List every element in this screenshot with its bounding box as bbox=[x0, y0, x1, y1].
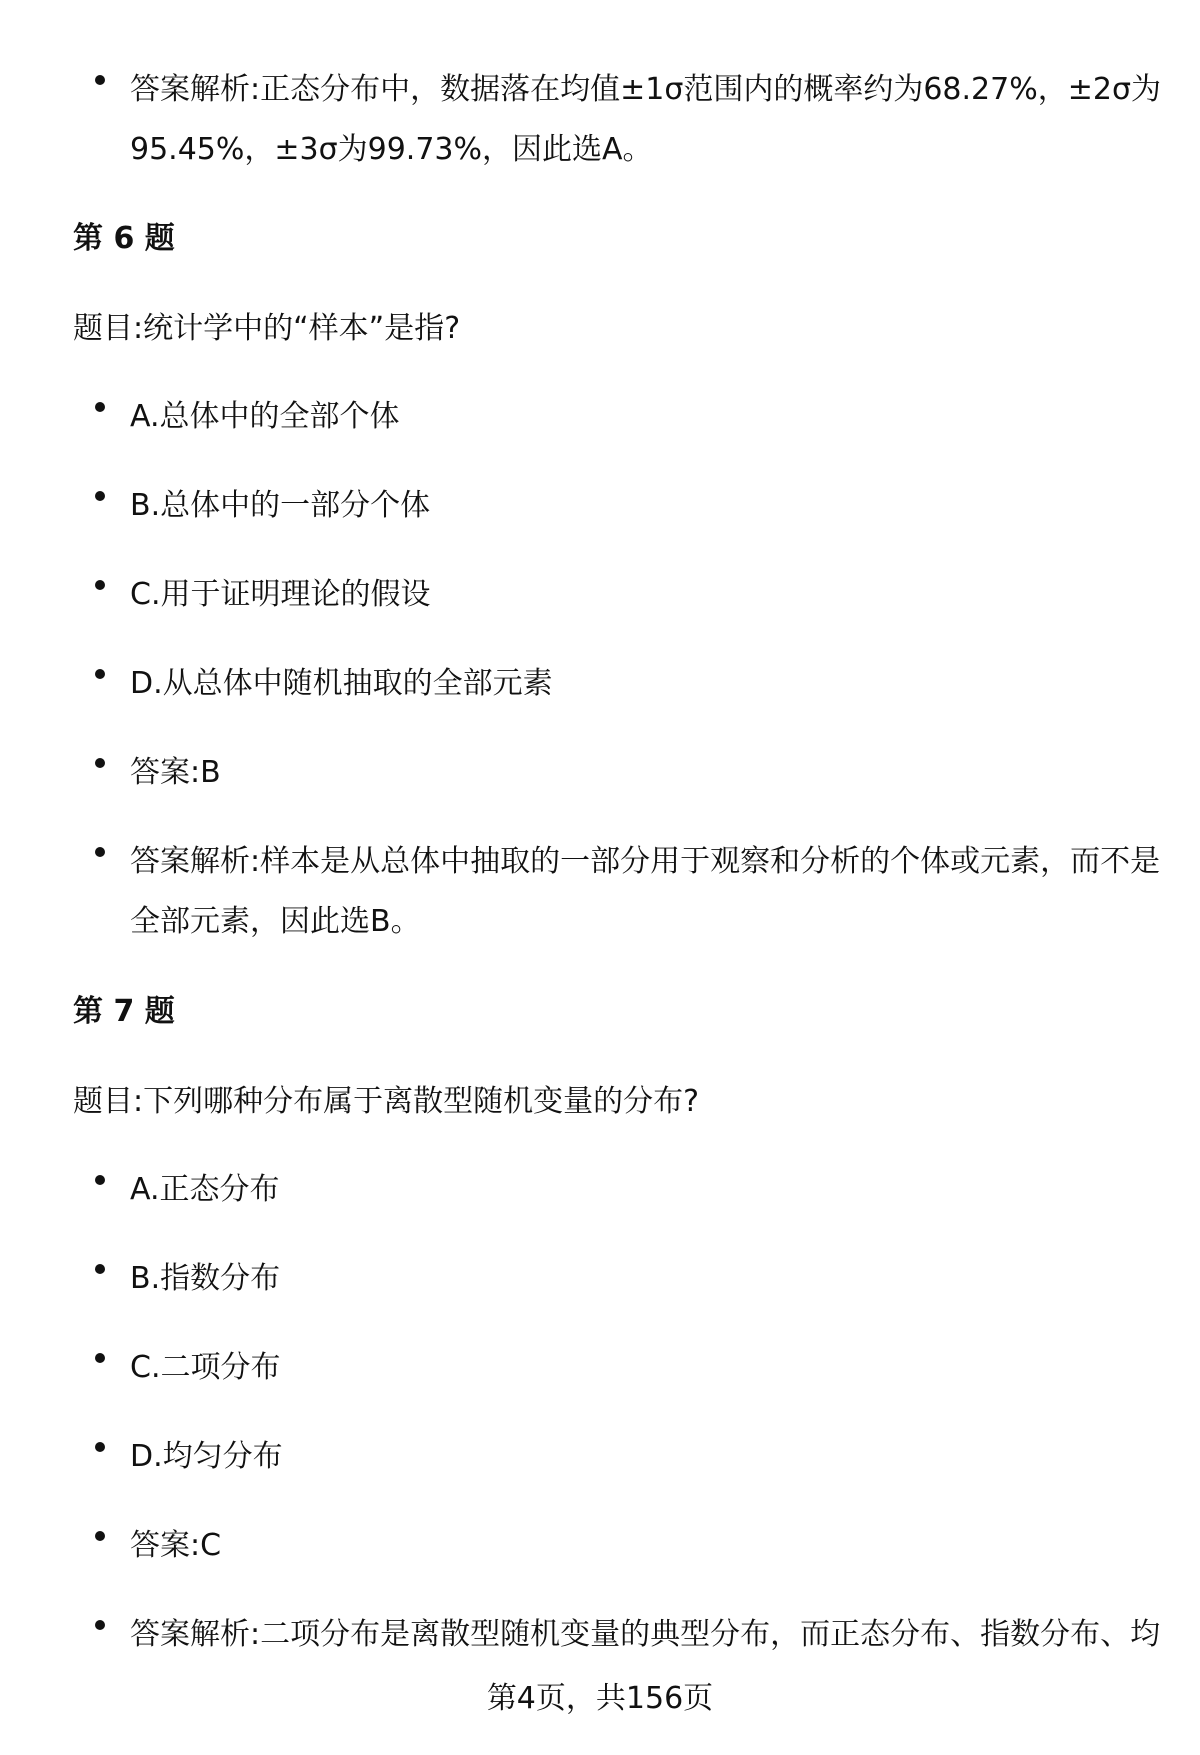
option-text: B.总体中的一部分个体 bbox=[130, 488, 431, 523]
option-text: C.用于证明理论的假设 bbox=[130, 577, 431, 612]
question-stem: 题目:下列哪种分布属于离散型随机变量的分布? bbox=[73, 1084, 700, 1119]
list-item bbox=[95, 1160, 1175, 1220]
answer-analysis-text: 答案解析:正态分布中，数据落在均值±1σ范围内的概率约为68.27%，±2σ为95.45%，±3σ为99.73%，因此选A。 bbox=[130, 72, 1161, 167]
bullet-icon bbox=[95, 402, 105, 412]
bullet-icon bbox=[95, 1264, 105, 1274]
list-item bbox=[95, 476, 1175, 536]
list-item bbox=[95, 1427, 1175, 1487]
list-item bbox=[95, 1516, 1175, 1576]
question-heading: 第 7 题 bbox=[73, 994, 175, 1029]
bullet-icon bbox=[95, 1353, 105, 1363]
bullet-icon bbox=[95, 669, 105, 679]
list-item bbox=[95, 654, 1175, 714]
option-text: C.二项分布 bbox=[130, 1350, 281, 1385]
bullet-icon bbox=[95, 491, 105, 501]
question-heading: 第 6 题 bbox=[73, 221, 175, 256]
bullet-icon bbox=[95, 758, 105, 768]
answer-analysis-text: 答案解析:二项分布是离散型随机变量的典型分布，而正态分布、指数分布、均 bbox=[130, 1617, 1161, 1652]
list-item bbox=[95, 1605, 1175, 1665]
answer-text: 答案:C bbox=[130, 1528, 222, 1563]
option-text: D.从总体中随机抽取的全部元素 bbox=[130, 666, 553, 701]
option-text: B.指数分布 bbox=[130, 1261, 281, 1296]
answer-analysis-text: 答案解析:样本是从总体中抽取的一部分用于观察和分析的个体或元素，而不是全部元素，因此选B。 bbox=[130, 844, 1161, 939]
list-item bbox=[95, 1338, 1175, 1398]
option-text: A.总体中的全部个体 bbox=[130, 399, 400, 434]
list-item bbox=[95, 1249, 1175, 1309]
bullet-icon bbox=[95, 847, 105, 857]
list-item bbox=[95, 743, 1175, 803]
list-item bbox=[95, 60, 1175, 180]
option-text: A.正态分布 bbox=[130, 1172, 280, 1207]
bullet-icon bbox=[95, 1620, 105, 1630]
bullet-icon bbox=[95, 75, 105, 85]
bullet-icon bbox=[95, 1175, 105, 1185]
option-text: D.均匀分布 bbox=[130, 1439, 283, 1474]
bullet-icon bbox=[95, 1442, 105, 1452]
list-item bbox=[95, 565, 1175, 625]
answer-text: 答案:B bbox=[130, 755, 221, 790]
bullet-icon bbox=[95, 580, 105, 590]
question-stem: 题目:统计学中的“样本”是指? bbox=[73, 311, 461, 346]
list-item bbox=[95, 832, 1175, 952]
list-item bbox=[95, 387, 1175, 447]
page-number: 第4页，共156页 bbox=[486, 1681, 714, 1716]
bullet-icon bbox=[95, 1531, 105, 1541]
